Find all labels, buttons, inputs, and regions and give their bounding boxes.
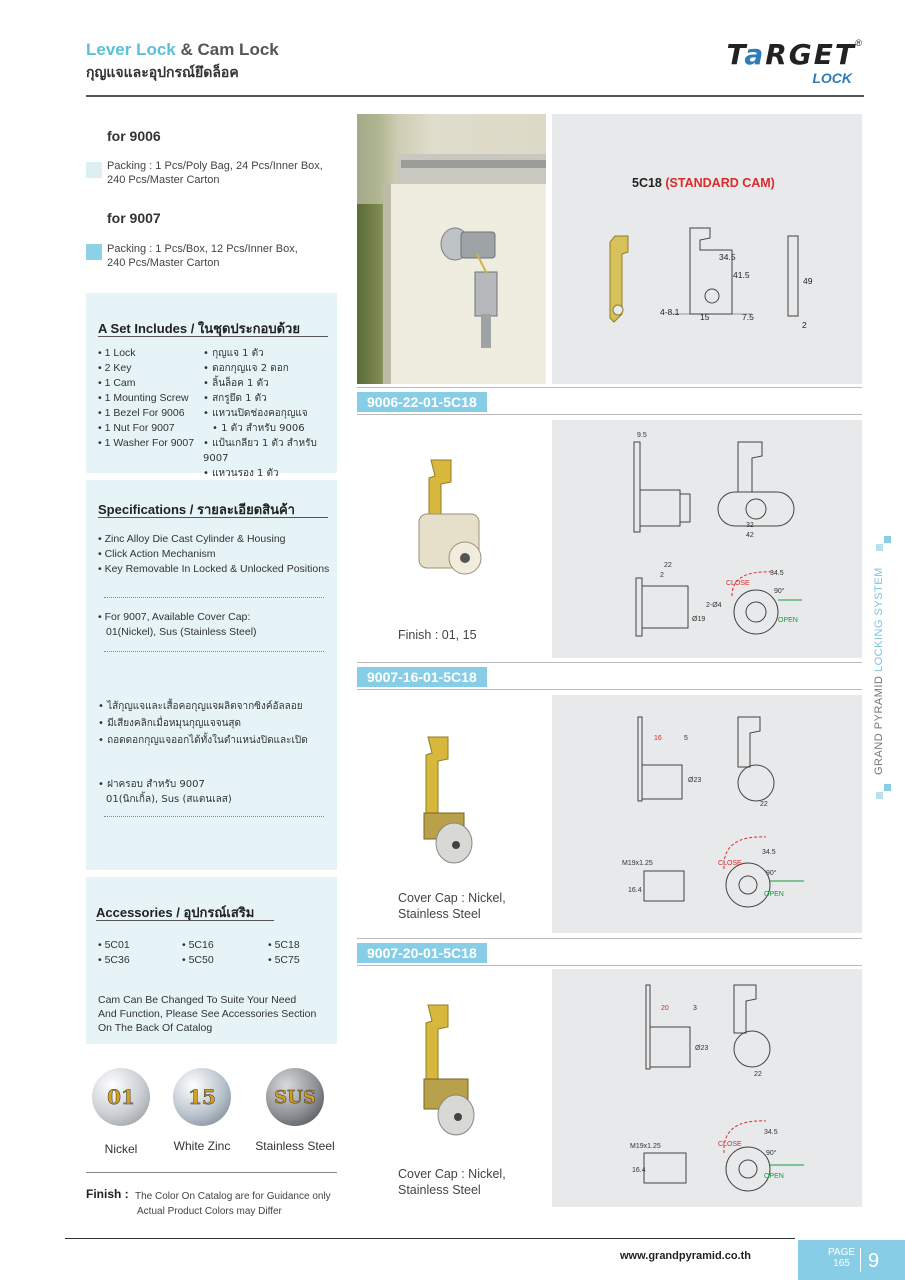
panel-underline [98, 336, 328, 337]
set-includes-panel [86, 293, 337, 479]
accessories-list [98, 938, 328, 968]
list-item: • ดอกกุญแจ 2 ดอก [203, 361, 337, 376]
side-decor-square [884, 784, 891, 791]
list-item-continuation: • 1 ตัว สำหรับ 9006 [203, 421, 337, 436]
dim-label: 34.5 [770, 570, 784, 577]
product-caption-9006: Finish : 01, 15 [398, 628, 477, 642]
product-photo-cabinet [357, 114, 546, 384]
product-image-9007-16 [408, 735, 478, 865]
dim-label: 42 [746, 532, 754, 539]
list-item: • Key Removable In Locked & Unlocked Positions [98, 562, 329, 577]
section-divider [357, 387, 862, 388]
list-item: • มีเสียงคลิกเมื่อหมุนกุญแจจนสุด [98, 715, 308, 732]
dim-label: 9.5 [637, 432, 647, 439]
side-decor-square [876, 544, 883, 551]
dotted-divider [104, 816, 324, 817]
packing-label-9006: for 9006 [107, 128, 161, 144]
cam-drawing-box [552, 114, 862, 384]
set-includes-list-en [98, 346, 194, 451]
dim-label: 2 [660, 572, 664, 579]
website-link[interactable]: www.grandpyramid.co.th [620, 1250, 751, 1262]
dim-label: M19x1.25 [630, 1143, 661, 1150]
dim-label: 34.5 [762, 849, 776, 856]
dim-label: 3 [693, 1005, 697, 1012]
list-item: • Click Action Mechanism [98, 547, 329, 562]
finish-nickel-icon: 01 [92, 1068, 150, 1126]
page-label: PAGE 165 [828, 1247, 856, 1269]
accessories-title: Accessories / อุปกรณ์เสริม [96, 905, 255, 920]
list-item: • 1 Cam [98, 376, 194, 391]
packing-label-9007: for 9007 [107, 210, 161, 226]
list-item: • 1 Washer For 9007 [98, 436, 194, 451]
dim-label: 32 [746, 522, 754, 529]
logo-wordmark: TaRGET [726, 38, 856, 71]
product-code-badge: 9007-16-01-5C18 [357, 667, 487, 687]
page-subtitle: กุญแจและอุปกรณ์ยึดล็อค [86, 65, 239, 81]
side-decor-square [884, 536, 891, 543]
packing-text-9006: Packing : 1 Pcs/Poly Bag, 24 Pcs/Inner Box, 240 Pcs/Master Carton [107, 160, 323, 186]
list-item: • Zinc Alloy Die Cast Cylinder & Housing [98, 532, 329, 547]
technical-drawing-9006 [552, 420, 862, 658]
cam-technical-drawing [552, 114, 862, 384]
product-image-9007-20 [410, 1003, 480, 1139]
list-item: • แป้นเกลียว 1 ตัว สำหรับ 9007 [203, 436, 337, 466]
dim-label: Ø19 [692, 616, 706, 623]
section-divider [357, 414, 862, 415]
list-item: • 5C50 [182, 954, 214, 966]
finish-divider [86, 1172, 337, 1173]
dim-label: M19x1.25 [622, 860, 653, 867]
panel-underline [98, 517, 328, 518]
set-includes-list-th [203, 346, 337, 481]
packing-color-swatch [86, 244, 102, 260]
list-item: • 5C36 [98, 954, 130, 966]
product-image-9006 [405, 458, 495, 588]
list-item: • 1 Bezel For 9006 [98, 406, 194, 421]
page-title [86, 40, 279, 60]
list-item: • แหวนปิดช่องคอกุญแจ [203, 406, 337, 421]
finish-white-zinc-icon: 15 [173, 1068, 231, 1126]
drawing-box-9006 [552, 420, 862, 658]
open-label: OPEN [778, 617, 798, 624]
list-item: • 5C18 [268, 939, 300, 951]
list-item: • 1 Mounting Screw [98, 391, 194, 406]
list-item: • 5C01 [98, 939, 130, 951]
list-item: • ไส้กุญแจและเสื้อคอกุญแจผลิตจากซิงค์อัลลอย [98, 698, 308, 715]
header-divider [86, 95, 864, 97]
specifications-panel [86, 480, 337, 870]
list-item: • แหวนรอง 1 ตัว [203, 466, 337, 481]
technical-drawing-9007-20 [552, 969, 862, 1207]
dim-label: 16 [654, 735, 662, 742]
list-item: • ถอดดอกกุญแจออกได้ทั้งในตำแหน่งปิดและเปิด [98, 732, 308, 749]
close-label: CLOSE [718, 1141, 742, 1148]
list-item: • 2 Key [98, 361, 194, 376]
packing-text-9007: Packing : 1 Pcs/Box, 12 Pcs/Inner Box, 240 Pcs/Master Carton [107, 243, 298, 269]
open-label: OPEN [764, 891, 784, 898]
set-includes-title: A Set Includes / ในชุดประกอบด้วย [98, 321, 300, 336]
specifications-title: Specifications / รายละเอียดสินค้า [98, 502, 295, 517]
page-number: 9 [868, 1250, 880, 1272]
product-caption-9007-20: Cover Cap : Nickel, Stainless Steel [398, 1167, 506, 1197]
list-item: • กุญแจ 1 ตัว [203, 346, 337, 361]
section-divider [357, 689, 862, 690]
dim-label: 15 [700, 312, 710, 322]
cam-drawing-title: 5C18 (STANDARD CAM) [632, 176, 775, 190]
dim-label: 2-Ø4 [706, 602, 722, 609]
specs-list-th [98, 698, 308, 749]
close-label: CLOSE [726, 580, 750, 587]
product-code-badge: 9006-22-01-5C18 [357, 392, 487, 412]
drawing-box-9007-20 [552, 969, 862, 1207]
list-item: • 5C75 [268, 954, 300, 966]
list-item: • 1 Lock [98, 346, 194, 361]
cabinet-lock-illustration [357, 114, 546, 384]
finish-stainless-icon: SUS [266, 1068, 324, 1126]
dim-label: 5 [684, 735, 688, 742]
dim-label: 22 [754, 1071, 762, 1078]
close-label: CLOSE [718, 860, 742, 867]
dim-label: 34.5 [719, 252, 736, 262]
logo-registered: ® [855, 38, 862, 48]
dim-label: 2 [802, 320, 807, 330]
dim-label: Ø23 [688, 777, 702, 784]
accessories-note: Cam Can Be Changed To Suite Your Need And Function, Please See Accessories Section On The Back Of Catalog [98, 994, 317, 1034]
dim-label: 22 [664, 562, 672, 569]
product-code-badge: 9007-20-01-5C18 [357, 943, 487, 963]
dim-label: 41.5 [733, 270, 750, 280]
dim-label: 16.4 [628, 887, 642, 894]
dim-label: 7.5 [742, 312, 754, 322]
accessories-panel [86, 877, 337, 1044]
side-decor-square [876, 792, 883, 799]
footer-divider [65, 1238, 795, 1239]
title-main: Lever Lock [86, 40, 176, 59]
list-item: • 5C16 [182, 939, 214, 951]
cover-cap-note-th: • ฝาครอบ สำหรับ 9007 01(นิกเกิ้ล), Sus (สแตนเลส) [98, 779, 232, 805]
finish-label-nickel: Nickel [104, 1142, 138, 1156]
cover-cap-note-en: • For 9007, Available Cover Cap: 01(Nickel), Sus (Stainless Steel) [98, 611, 257, 638]
finish-label-white-zinc: White Zinc [173, 1139, 231, 1153]
dim-label: Ø23 [695, 1045, 709, 1052]
side-brand-label: GRAND PYRAMID LOCKING SYSTEM [873, 567, 885, 775]
page-divider [860, 1248, 861, 1272]
finish-label-stainless: Stainless Steel [255, 1139, 335, 1153]
logo-subtext: LOCK [812, 70, 852, 86]
section-divider [357, 662, 862, 663]
dotted-divider [104, 651, 324, 652]
dim-label: 90° [774, 588, 785, 595]
dim-label: 90° [766, 870, 777, 877]
dim-label: 90° [766, 1150, 777, 1157]
dim-label: 49 [803, 276, 813, 286]
list-item: • ลิ้นล็อค 1 ตัว [203, 376, 337, 391]
specs-list-en [98, 532, 329, 577]
panel-underline [96, 920, 274, 921]
brand-logo [726, 38, 862, 90]
dim-label: 34.5 [764, 1129, 778, 1136]
dim-label: 4-8.1 [660, 307, 680, 317]
section-divider [357, 965, 862, 966]
dim-label: 22 [760, 801, 768, 808]
packing-color-swatch [86, 162, 102, 178]
dim-label: 20 [661, 1005, 669, 1012]
technical-drawing-9007-16 [552, 695, 862, 933]
dotted-divider [104, 597, 324, 598]
dim-label: 16.4 [632, 1167, 646, 1174]
page-number-box [798, 1240, 905, 1280]
list-item: • 1 Nut For 9007 [98, 421, 194, 436]
title-amp: & Cam Lock [175, 40, 279, 59]
section-divider [357, 938, 862, 939]
list-item: • สกรูยึด 1 ตัว [203, 391, 337, 406]
open-label: OPEN [764, 1173, 784, 1180]
finish-note-text: The Color On Catalog are for Guidance only Actual Product Colors may Differ [135, 1191, 331, 1217]
finish-note-label: Finish : [86, 1187, 129, 1201]
drawing-box-9007-16 [552, 695, 862, 933]
product-caption-9007-16: Cover Cap : Nickel, Stainless Steel [398, 891, 506, 921]
